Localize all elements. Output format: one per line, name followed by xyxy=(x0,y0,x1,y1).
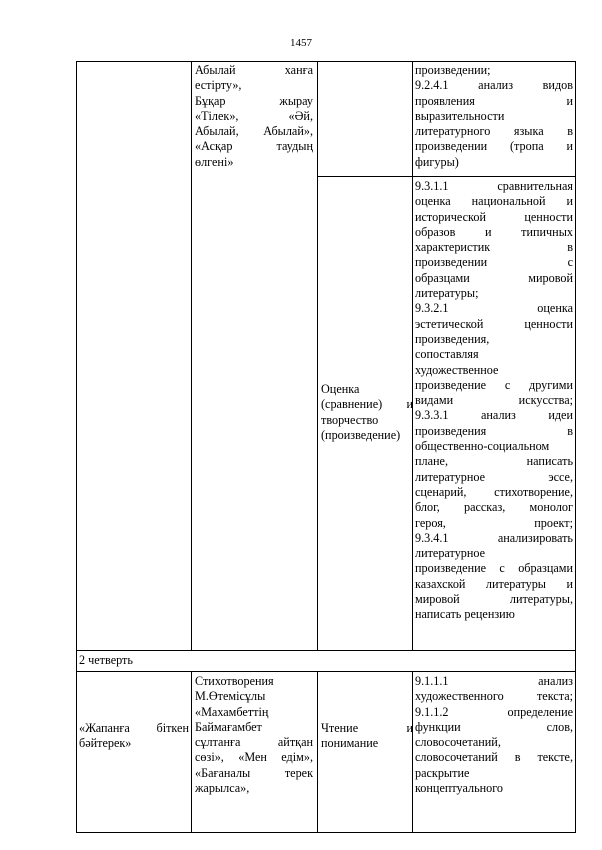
text-line: мировой литературы, xyxy=(415,592,573,607)
text-line: «Тілек», «Әй, xyxy=(195,108,313,123)
column-divider-1b xyxy=(191,671,192,833)
row2-skill-cell xyxy=(321,382,413,443)
row2-objectives-cell xyxy=(415,179,573,623)
row3-theme-cell xyxy=(79,721,189,752)
text-line: произведения, xyxy=(415,331,490,346)
table-border-bottom xyxy=(76,832,576,833)
text-line: произведение с образцами xyxy=(415,561,573,576)
text-line: Абылай, Абылай», xyxy=(195,124,313,139)
text-line: литературное эссе, xyxy=(415,469,573,484)
row3-skill-cell xyxy=(321,721,413,752)
text-line: өлгені» xyxy=(195,154,234,169)
column-divider-3b xyxy=(412,671,413,833)
text-line: понимание xyxy=(321,736,379,751)
text-line: 9.3.2.1 оценка xyxy=(415,301,573,316)
text-line: литературного языка в xyxy=(415,124,573,139)
text-line: 9.1.1.2 определение xyxy=(415,704,573,719)
text-line: концептуального xyxy=(415,781,504,796)
text-line: «Асқар таудың xyxy=(195,139,313,154)
text-line: произведении (тропа и xyxy=(415,139,573,154)
text-line: творчество xyxy=(321,412,379,427)
text-line: исторической ценности xyxy=(415,209,573,224)
table-border-left xyxy=(76,61,77,833)
text-line: «Махамбеттің xyxy=(195,704,269,719)
row3-works-cell xyxy=(195,674,313,796)
text-line: сұлтанға айтқан xyxy=(195,735,313,750)
text-line: литературы; xyxy=(415,286,479,301)
column-divider-2b xyxy=(317,671,318,833)
row-divider-quarter-bottom xyxy=(76,671,576,672)
text-line: фигуры) xyxy=(415,154,459,169)
quarter-label xyxy=(79,653,569,668)
text-line: (сравнение) и xyxy=(321,397,413,412)
text-line: «Бағаналы терек xyxy=(195,765,313,780)
text-line: произведения в xyxy=(415,423,573,438)
text-line: выразительности xyxy=(415,108,505,123)
row1-works-cell xyxy=(195,63,313,170)
text-line: героя, проект; xyxy=(415,515,573,530)
column-divider-2 xyxy=(317,61,318,650)
text-line: бәйтерек» xyxy=(79,736,132,751)
text-line: 9.2.4.1 анализ видов xyxy=(415,78,573,93)
text-line: общественно-социальном xyxy=(415,439,550,454)
text-line: Бұқар жырау xyxy=(195,93,313,108)
text-line: М.Өтемісұлы xyxy=(195,689,266,704)
text-line: словосочетаний, xyxy=(415,735,501,750)
text-line: эстетической ценности xyxy=(415,316,573,331)
text-line: 9.1.1.1 анализ xyxy=(415,674,573,688)
text-line: видами искусства; xyxy=(415,393,573,408)
text-line: (произведение) xyxy=(321,427,401,442)
text-line: функции слов, xyxy=(415,719,573,734)
text-line: Баймағамбет xyxy=(195,719,262,734)
text-line: 9.3.1.1 сравнительная xyxy=(415,179,573,193)
text-line: характеристик в xyxy=(415,240,573,255)
text-line: произведении; xyxy=(415,63,491,77)
text-line: образов и типичных xyxy=(415,224,573,239)
table-border-top xyxy=(76,61,576,62)
text-line: Стихотворения xyxy=(195,674,274,688)
text-line: 2 четверть xyxy=(79,653,133,667)
text-line: сөзі», «Мен едім», xyxy=(195,750,313,765)
text-line: жарылса», xyxy=(195,781,250,796)
row3-objectives-cell xyxy=(415,674,573,796)
column-divider-3 xyxy=(412,61,413,650)
text-line: сопоставляя xyxy=(415,347,479,362)
text-line: блог, рассказ, монолог xyxy=(415,500,573,515)
text-line: образцами мировой xyxy=(415,270,573,285)
text-line: оценка национальной и xyxy=(415,194,573,209)
text-line: проявления и xyxy=(415,93,573,108)
text-line: Оценка xyxy=(321,382,360,396)
row1-objectives-cell xyxy=(415,63,573,170)
text-line: произведение с другими xyxy=(415,377,573,392)
text-line: раскрытие xyxy=(415,765,470,780)
text-line: естірту», xyxy=(195,78,242,93)
curriculum-table xyxy=(76,61,576,833)
text-line: «Жапанға біткен xyxy=(79,721,189,735)
row-divider-quarter-top xyxy=(76,650,576,651)
text-line: художественное xyxy=(415,362,499,377)
text-line: словосочетаний в тексте, xyxy=(415,750,573,765)
text-line: 9.3.3.1 анализ идеи xyxy=(415,408,573,423)
text-line: сценарий, стихотворение, xyxy=(415,484,573,499)
text-line: произведении с xyxy=(415,255,573,270)
text-line: Абылай ханға xyxy=(195,63,313,77)
text-line: литературное xyxy=(415,546,486,561)
text-line: 9.3.4.1 анализировать xyxy=(415,530,573,545)
text-line: плане, написать xyxy=(415,454,573,469)
row-divider-sub xyxy=(317,176,576,177)
text-line: написать рецензию xyxy=(415,607,515,622)
text-line: Чтение и xyxy=(321,721,413,735)
column-divider-1 xyxy=(191,61,192,650)
page-number: 1457 xyxy=(290,37,312,49)
text-line: художественного текста; xyxy=(415,689,573,704)
text-line: казахской литературы и xyxy=(415,576,573,591)
